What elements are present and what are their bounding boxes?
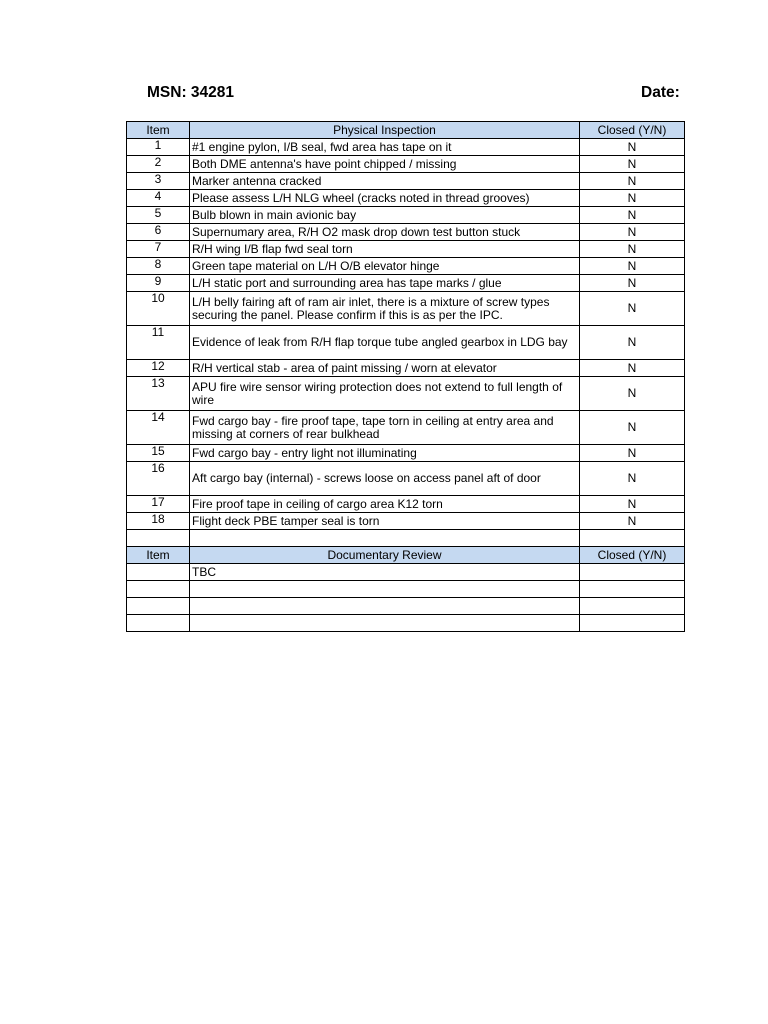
item-number: 17 [127, 496, 190, 513]
empty-cell [580, 530, 685, 547]
item-closed: N [580, 275, 685, 292]
item-description: #1 engine pylon, I/B seal, fwd area has tape on it [190, 139, 580, 156]
item-description [190, 581, 580, 598]
table-row [127, 598, 685, 615]
table-row [127, 258, 685, 275]
item-number [127, 581, 190, 598]
item-closed: N [580, 411, 685, 445]
item-closed: N [580, 258, 685, 275]
item-description [190, 615, 580, 632]
item-closed: N [580, 241, 685, 258]
empty-cell [190, 530, 580, 547]
empty-cell [127, 530, 190, 547]
item-closed: N [580, 173, 685, 190]
item-number: 3 [127, 173, 190, 190]
item-description: R/H vertical stab - area of paint missing / worn at elevator [190, 360, 580, 377]
item-description [190, 598, 580, 615]
item-description: L/H static port and surrounding area has tape marks / glue [190, 275, 580, 292]
item-description: Both DME antenna's have point chipped / missing [190, 156, 580, 173]
table-row [127, 173, 685, 190]
item-description: APU fire wire sensor wiring protection does not extend to full length of wire [190, 377, 580, 411]
item-closed: N [580, 445, 685, 462]
item-number [127, 615, 190, 632]
table-row [127, 496, 685, 513]
item-number: 18 [127, 513, 190, 530]
item-closed: N [580, 190, 685, 207]
header-closed: Closed (Y/N) [580, 547, 685, 564]
table-row [127, 462, 685, 496]
date-label: Date: [641, 84, 680, 101]
msn-label: MSN: 34281 [147, 84, 235, 101]
item-number: 6 [127, 224, 190, 241]
documentary-review-header-row [127, 547, 685, 564]
item-closed [580, 564, 685, 581]
item-number: 4 [127, 190, 190, 207]
item-number: 11 [127, 326, 190, 360]
table-row [127, 224, 685, 241]
item-closed: N [580, 326, 685, 360]
item-closed: N [580, 292, 685, 326]
item-description: Fwd cargo bay - entry light not illuminating [190, 445, 580, 462]
item-closed [580, 615, 685, 632]
item-closed: N [580, 156, 685, 173]
table-row [127, 241, 685, 258]
table-row [127, 564, 685, 581]
item-closed [580, 598, 685, 615]
item-number: 1 [127, 139, 190, 156]
item-description: Evidence of leak from R/H flap torque tube angled gearbox in LDG bay [190, 326, 580, 360]
item-number: 12 [127, 360, 190, 377]
table-row [127, 139, 685, 156]
item-closed: N [580, 462, 685, 496]
item-number: 15 [127, 445, 190, 462]
item-number: 8 [127, 258, 190, 275]
item-number: 16 [127, 462, 190, 496]
item-closed: N [580, 377, 685, 411]
item-description: Green tape material on L/H O/B elevator hinge [190, 258, 580, 275]
item-number: 7 [127, 241, 190, 258]
item-closed [580, 581, 685, 598]
item-description: L/H belly fairing aft of ram air inlet, there is a mixture of screw types securing the panel. Please confirm if this is as per the IPC. [190, 292, 580, 326]
spacer-row [127, 530, 685, 547]
table-row [127, 445, 685, 462]
item-description: TBC [190, 564, 580, 581]
header-closed: Closed (Y/N) [580, 122, 685, 139]
header-item: Item [127, 122, 190, 139]
item-closed: N [580, 496, 685, 513]
item-closed: N [580, 207, 685, 224]
item-description: Marker antenna cracked [190, 173, 580, 190]
item-number: 10 [127, 292, 190, 326]
item-description: Flight deck PBE tamper seal is torn [190, 513, 580, 530]
table-row [127, 615, 685, 632]
item-description: Aft cargo bay (internal) - screws loose on access panel aft of door [190, 462, 580, 496]
item-description: Please assess L/H NLG wheel (cracks noted in thread grooves) [190, 190, 580, 207]
item-description: R/H wing I/B flap fwd seal torn [190, 241, 580, 258]
item-number [127, 598, 190, 615]
item-description: Fwd cargo bay - fire proof tape, tape torn in ceiling at entry area and missing at corners of rear bulkhead [190, 411, 580, 445]
inspection-table [126, 121, 685, 632]
item-number [127, 564, 190, 581]
table-row [127, 292, 685, 326]
physical-inspection-header-row [127, 122, 685, 139]
item-number: 14 [127, 411, 190, 445]
item-description: Fire proof tape in ceiling of cargo area K12 torn [190, 496, 580, 513]
table-row [127, 377, 685, 411]
item-number: 9 [127, 275, 190, 292]
item-number: 2 [127, 156, 190, 173]
item-description: Supernumary area, R/H O2 mask drop down test button stuck [190, 224, 580, 241]
table-row [127, 190, 685, 207]
item-number: 13 [127, 377, 190, 411]
header-item: Item [127, 547, 190, 564]
table-row [127, 326, 685, 360]
table-row [127, 513, 685, 530]
item-description: Bulb blown in main avionic bay [190, 207, 580, 224]
table-row [127, 360, 685, 377]
item-closed: N [580, 360, 685, 377]
header-documentary-review: Documentary Review [190, 547, 580, 564]
table-row [127, 581, 685, 598]
item-closed: N [580, 224, 685, 241]
header-physical-inspection: Physical Inspection [190, 122, 580, 139]
table-row [127, 275, 685, 292]
table-row [127, 411, 685, 445]
item-closed: N [580, 513, 685, 530]
table-row [127, 156, 685, 173]
item-closed: N [580, 139, 685, 156]
item-number: 5 [127, 207, 190, 224]
table-row [127, 207, 685, 224]
